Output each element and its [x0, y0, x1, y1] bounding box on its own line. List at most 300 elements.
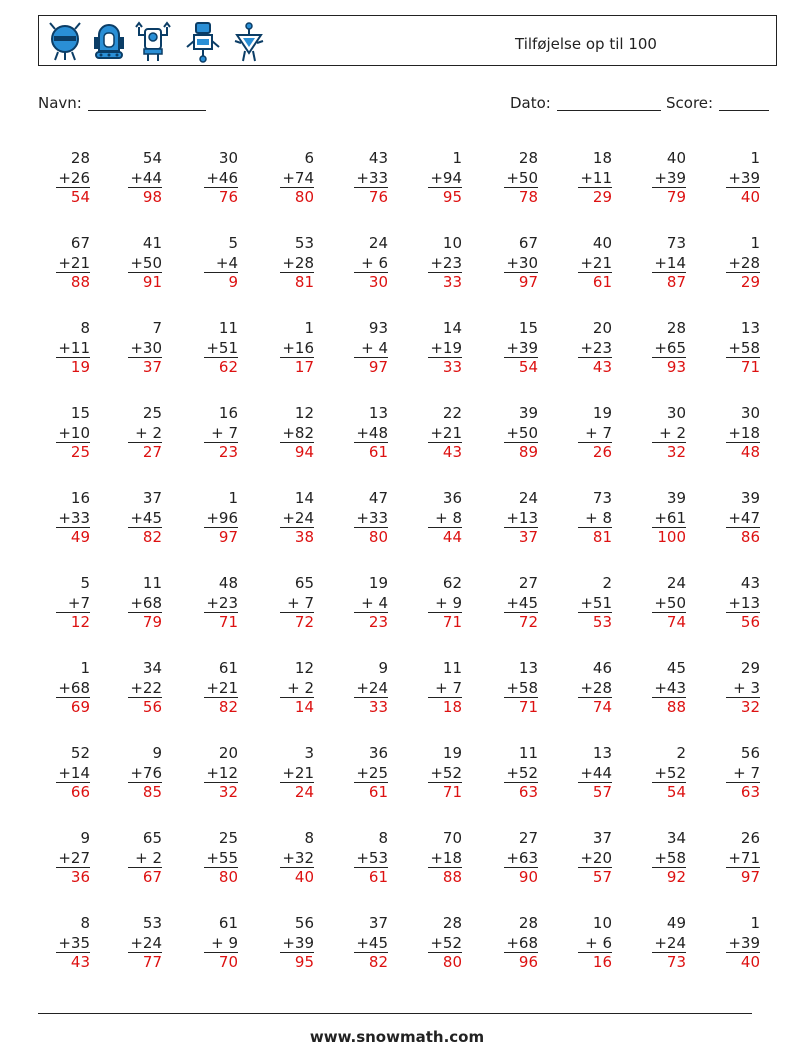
addend-bottom: + 2: [135, 848, 162, 867]
addend-top: 73: [592, 489, 612, 507]
problem: [178, 744, 238, 803]
problem: [328, 489, 388, 548]
sum-line: [56, 697, 90, 698]
answer: 81: [294, 273, 314, 291]
answer: 61: [368, 868, 388, 886]
addend-top: 6: [304, 149, 314, 167]
addend-top: 53: [142, 914, 162, 932]
problem: [178, 659, 238, 718]
addend-top: 1: [750, 914, 760, 932]
sum-line: [128, 357, 162, 358]
problem: [552, 659, 612, 718]
sum-line: [504, 272, 538, 273]
answer: 74: [666, 613, 686, 631]
answer: 62: [218, 358, 238, 376]
problem: [402, 234, 462, 293]
addend-bottom: +21: [430, 423, 462, 442]
addend-top: 8: [80, 914, 90, 932]
problem: [626, 489, 686, 548]
problem: [700, 489, 760, 548]
addend-top: 20: [592, 319, 612, 337]
addend-bottom: +26: [58, 168, 90, 187]
sum-line: [652, 952, 686, 953]
problem: [30, 319, 90, 378]
answer: 33: [368, 698, 388, 716]
addend-bottom: +61: [654, 508, 686, 527]
addend-bottom: +51: [580, 593, 612, 612]
sum-line: [204, 697, 238, 698]
sum-line: [280, 867, 314, 868]
sum-line: [578, 867, 612, 868]
answer: 17: [294, 358, 314, 376]
addend-top: 1: [228, 489, 238, 507]
robot-round-icon: [47, 21, 83, 63]
sum-line: [578, 952, 612, 953]
addend-bottom: + 7: [733, 763, 760, 782]
addend-top: 22: [442, 404, 462, 422]
answer: 44: [442, 528, 462, 546]
sum-line: [354, 272, 388, 273]
addend-top: 36: [442, 489, 462, 507]
addend-top: 54: [142, 149, 162, 167]
answer: 37: [518, 528, 538, 546]
answer: 43: [592, 358, 612, 376]
problem: [478, 574, 538, 633]
sum-line: [204, 952, 238, 953]
answer: 19: [70, 358, 90, 376]
addend-top: 61: [218, 659, 238, 677]
robot-claw-icon: [135, 21, 171, 63]
sum-line: [428, 527, 462, 528]
addend-top: 7: [152, 319, 162, 337]
answer: 49: [70, 528, 90, 546]
addend-top: 28: [518, 149, 538, 167]
footer-divider: [38, 1013, 752, 1014]
addend-bottom: +20: [580, 848, 612, 867]
answer: 54: [518, 358, 538, 376]
answer: 43: [70, 953, 90, 971]
sum-line: [726, 272, 760, 273]
addend-bottom: +11: [580, 168, 612, 187]
sum-line: [652, 187, 686, 188]
addend-top: 24: [368, 234, 388, 252]
answer: 69: [70, 698, 90, 716]
addend-bottom: +27: [58, 848, 90, 867]
answer: 37: [142, 358, 162, 376]
sum-line: [280, 782, 314, 783]
problem: [626, 829, 686, 888]
answer: 88: [666, 698, 686, 716]
addend-top: 65: [142, 829, 162, 847]
addend-bottom: +22: [130, 678, 162, 697]
addend-top: 43: [368, 149, 388, 167]
addend-bottom: +4: [215, 253, 238, 272]
answer: 72: [294, 613, 314, 631]
answer: 93: [666, 358, 686, 376]
sum-line: [504, 527, 538, 528]
problem: [30, 744, 90, 803]
answer: 32: [666, 443, 686, 461]
answer: 32: [740, 698, 760, 716]
sum-line: [354, 527, 388, 528]
answer: 66: [70, 783, 90, 801]
date-field: [510, 94, 661, 112]
addend-bottom: + 4: [361, 593, 388, 612]
sum-line: [280, 697, 314, 698]
addend-bottom: +33: [58, 508, 90, 527]
answer: 82: [142, 528, 162, 546]
problem: [178, 404, 238, 463]
addend-bottom: +21: [58, 253, 90, 272]
problem: [102, 404, 162, 463]
addend-bottom: +21: [282, 763, 314, 782]
answer: 71: [518, 698, 538, 716]
sum-line: [56, 612, 90, 613]
answer: 95: [294, 953, 314, 971]
sum-line: [578, 527, 612, 528]
addend-bottom: + 2: [135, 423, 162, 442]
sum-line: [56, 952, 90, 953]
sum-line: [428, 272, 462, 273]
answer: 97: [368, 358, 388, 376]
addend-top: 16: [218, 404, 238, 422]
answer: 27: [142, 443, 162, 461]
addend-bottom: +16: [282, 338, 314, 357]
addend-bottom: +39: [654, 168, 686, 187]
sum-line: [652, 867, 686, 868]
addend-bottom: +18: [728, 423, 760, 442]
addend-top: 20: [218, 744, 238, 762]
addend-top: 28: [518, 914, 538, 932]
addend-bottom: + 7: [435, 678, 462, 697]
date-label: Dato:: [510, 94, 551, 112]
problem: [254, 319, 314, 378]
problem: [178, 319, 238, 378]
answer: 76: [368, 188, 388, 206]
addend-top: 11: [518, 744, 538, 762]
addend-top: 28: [442, 914, 462, 932]
name-line[interactable]: [88, 109, 206, 111]
worksheet-title: Tilføjelse op til 100: [515, 35, 657, 53]
sum-line: [726, 612, 760, 613]
addend-bottom: +74: [282, 168, 314, 187]
addend-top: 19: [592, 404, 612, 422]
robot-dome-icon: [91, 21, 127, 63]
sum-line: [504, 952, 538, 953]
answer: 71: [740, 358, 760, 376]
problem: [478, 404, 538, 463]
problem: [552, 404, 612, 463]
sum-line: [56, 867, 90, 868]
addend-top: 2: [602, 574, 612, 592]
addend-top: 28: [666, 319, 686, 337]
addend-top: 13: [518, 659, 538, 677]
addend-top: 25: [218, 829, 238, 847]
problem: [254, 744, 314, 803]
addend-bottom: +96: [206, 508, 238, 527]
addend-bottom: +24: [130, 933, 162, 952]
problem: [30, 574, 90, 633]
sum-line: [354, 952, 388, 953]
answer: 90: [518, 868, 538, 886]
answer: 87: [666, 273, 686, 291]
addend-bottom: +30: [130, 338, 162, 357]
sum-line: [726, 187, 760, 188]
sum-line: [56, 442, 90, 443]
problem: [626, 319, 686, 378]
sum-line: [128, 442, 162, 443]
addend-top: 16: [70, 489, 90, 507]
sum-line: [128, 697, 162, 698]
addend-top: 70: [442, 829, 462, 847]
problem: [700, 149, 760, 208]
problem: [478, 234, 538, 293]
addend-top: 8: [378, 829, 388, 847]
answer: 63: [518, 783, 538, 801]
problem: [700, 659, 760, 718]
answer: 89: [518, 443, 538, 461]
addend-top: 10: [592, 914, 612, 932]
addend-top: 41: [142, 234, 162, 252]
addend-bottom: +11: [58, 338, 90, 357]
sum-line: [428, 867, 462, 868]
addend-top: 53: [294, 234, 314, 252]
answer: 18: [442, 698, 462, 716]
addend-bottom: + 7: [211, 423, 238, 442]
sum-line: [726, 527, 760, 528]
sum-line: [128, 782, 162, 783]
sum-line: [726, 442, 760, 443]
addend-bottom: +43: [654, 678, 686, 697]
addend-top: 48: [218, 574, 238, 592]
addend-top: 14: [442, 319, 462, 337]
answer: 80: [442, 953, 462, 971]
answer: 48: [740, 443, 760, 461]
sum-line: [578, 272, 612, 273]
sum-line: [354, 357, 388, 358]
addend-top: 49: [666, 914, 686, 932]
addend-bottom: + 6: [361, 253, 388, 272]
addend-bottom: +53: [356, 848, 388, 867]
problem: [700, 744, 760, 803]
sum-line: [504, 187, 538, 188]
addend-bottom: +94: [430, 168, 462, 187]
problem: [552, 829, 612, 888]
problem: [178, 829, 238, 888]
problem: [402, 574, 462, 633]
problem: [402, 319, 462, 378]
addend-top: 30: [218, 149, 238, 167]
answer: 40: [740, 953, 760, 971]
answer: 29: [740, 273, 760, 291]
sum-line: [428, 357, 462, 358]
problem: [700, 914, 760, 973]
answer: 40: [740, 188, 760, 206]
sum-line: [128, 867, 162, 868]
sum-line: [128, 187, 162, 188]
addend-top: 73: [666, 234, 686, 252]
answer: 56: [142, 698, 162, 716]
answer: 98: [142, 188, 162, 206]
sum-line: [354, 442, 388, 443]
problem: [402, 914, 462, 973]
problem: [254, 659, 314, 718]
sum-line: [504, 442, 538, 443]
answer: 79: [666, 188, 686, 206]
addend-top: 12: [294, 659, 314, 677]
problem: [254, 914, 314, 973]
addend-top: 34: [142, 659, 162, 677]
addend-bottom: +12: [206, 763, 238, 782]
addend-top: 1: [304, 319, 314, 337]
answer: 56: [740, 613, 760, 631]
addend-top: 10: [442, 234, 462, 252]
sum-line: [504, 357, 538, 358]
addend-top: 65: [294, 574, 314, 592]
addend-top: 19: [368, 574, 388, 592]
problem: [178, 489, 238, 548]
addend-top: 1: [80, 659, 90, 677]
answer: 61: [368, 443, 388, 461]
answer: 80: [218, 868, 238, 886]
addend-bottom: +13: [506, 508, 538, 527]
addend-top: 61: [218, 914, 238, 932]
problem: [178, 914, 238, 973]
addend-top: 36: [368, 744, 388, 762]
addend-bottom: +68: [130, 593, 162, 612]
sum-line: [56, 357, 90, 358]
answer: 80: [294, 188, 314, 206]
addend-top: 11: [442, 659, 462, 677]
addend-top: 8: [304, 829, 314, 847]
problem: [328, 319, 388, 378]
sum-line: [652, 357, 686, 358]
header-box: [38, 15, 777, 66]
sum-line: [578, 442, 612, 443]
addend-top: 9: [80, 829, 90, 847]
addend-top: 67: [70, 234, 90, 252]
problem: [478, 914, 538, 973]
problem: [552, 914, 612, 973]
sum-line: [578, 187, 612, 188]
addend-top: 13: [592, 744, 612, 762]
addend-bottom: +18: [430, 848, 462, 867]
score-field: [666, 94, 769, 112]
addend-bottom: +47: [728, 508, 760, 527]
problem: [328, 234, 388, 293]
sum-line: [204, 357, 238, 358]
name-label: Navn:: [38, 94, 82, 112]
problem: [30, 234, 90, 293]
addend-bottom: +50: [506, 423, 538, 442]
date-line[interactable]: [557, 109, 661, 111]
addend-bottom: + 7: [287, 593, 314, 612]
addend-bottom: + 9: [211, 933, 238, 952]
score-label: Score:: [666, 94, 714, 112]
addend-top: 39: [518, 404, 538, 422]
sum-line: [504, 697, 538, 698]
addend-top: 46: [592, 659, 612, 677]
problem: [328, 574, 388, 633]
answer: 79: [142, 613, 162, 631]
problem: [102, 659, 162, 718]
addend-bottom: + 4: [361, 338, 388, 357]
problem: [552, 744, 612, 803]
addend-bottom: +46: [206, 168, 238, 187]
answer: 29: [592, 188, 612, 206]
addend-top: 62: [442, 574, 462, 592]
answer: 86: [740, 528, 760, 546]
answer: 70: [218, 953, 238, 971]
addend-bottom: +28: [580, 678, 612, 697]
answer: 12: [70, 613, 90, 631]
sum-line: [726, 782, 760, 783]
problem: [30, 404, 90, 463]
addend-bottom: +58: [728, 338, 760, 357]
problem: [328, 914, 388, 973]
answer: 61: [368, 783, 388, 801]
problem: [626, 744, 686, 803]
addend-top: 24: [518, 489, 538, 507]
addend-top: 39: [666, 489, 686, 507]
answer: 97: [740, 868, 760, 886]
answer: 30: [368, 273, 388, 291]
addend-bottom: + 7: [585, 423, 612, 442]
problem: [626, 659, 686, 718]
answer: 71: [442, 783, 462, 801]
sum-line: [354, 782, 388, 783]
robot-triangle-icon: [231, 21, 267, 63]
answer: 14: [294, 698, 314, 716]
answer: 54: [666, 783, 686, 801]
answer: 91: [142, 273, 162, 291]
problem: [102, 914, 162, 973]
problem: [102, 489, 162, 548]
addend-top: 37: [142, 489, 162, 507]
addend-bottom: + 3: [733, 678, 760, 697]
problem: [700, 574, 760, 633]
score-line[interactable]: [719, 109, 769, 111]
sum-line: [204, 612, 238, 613]
addend-top: 37: [368, 914, 388, 932]
sum-line: [280, 272, 314, 273]
answer: 33: [442, 358, 462, 376]
addend-bottom: +13: [728, 593, 760, 612]
sum-line: [354, 187, 388, 188]
sum-line: [56, 272, 90, 273]
sum-line: [504, 867, 538, 868]
problem: [254, 234, 314, 293]
addend-bottom: +63: [506, 848, 538, 867]
addend-bottom: +10: [58, 423, 90, 442]
addend-bottom: +35: [58, 933, 90, 952]
sum-line: [280, 357, 314, 358]
problem: [102, 319, 162, 378]
sum-line: [128, 272, 162, 273]
addend-top: 67: [518, 234, 538, 252]
answer: 38: [294, 528, 314, 546]
addend-top: 1: [452, 149, 462, 167]
problem: [478, 829, 538, 888]
addend-bottom: +68: [506, 933, 538, 952]
addend-bottom: +24: [282, 508, 314, 527]
addend-bottom: +30: [506, 253, 538, 272]
addend-top: 40: [592, 234, 612, 252]
addend-bottom: +25: [356, 763, 388, 782]
problem: [552, 234, 612, 293]
sum-line: [56, 527, 90, 528]
problem: [478, 319, 538, 378]
